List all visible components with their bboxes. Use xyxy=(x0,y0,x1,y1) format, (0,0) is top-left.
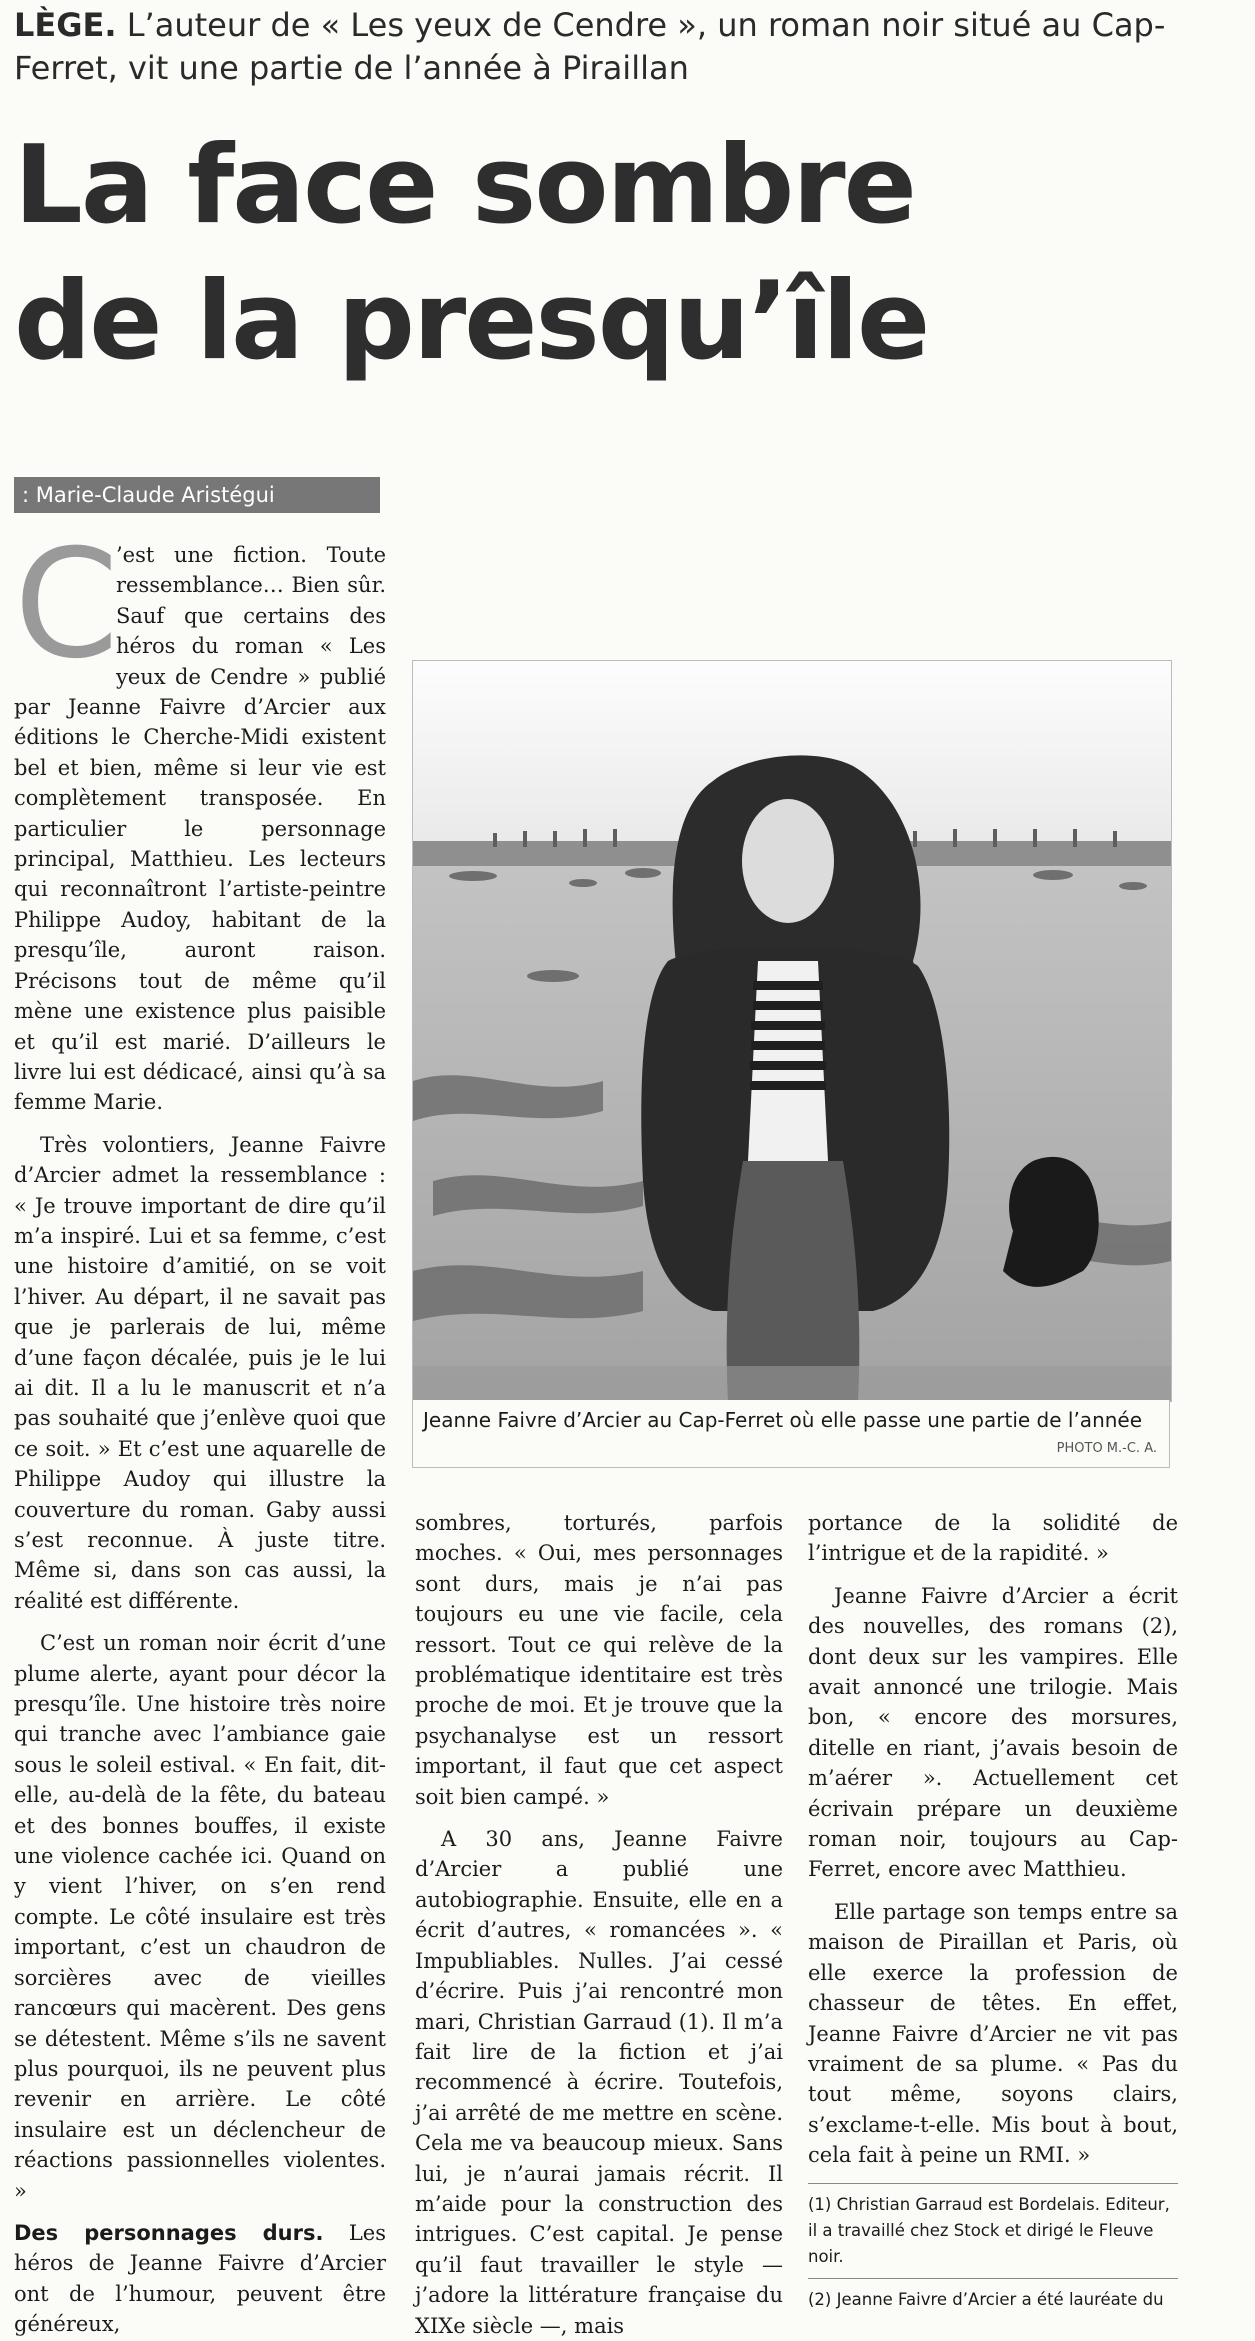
photo-credit: PHOTO M.-C. A. xyxy=(1056,1441,1157,1456)
paragraph-7: Elle partage son temps entre sa maison de Piraillan et Paris, où elle exerce la profession de chasseur de têtes. En effet, Jeanne Faivre d’Arcier ne vit pas vraiment de sa plume. « Pas du tout même, soyons clairs, s’exclame-t-elle. Mis bout à bout, cela fait à peine un RMI. » xyxy=(808,1899,1178,2168)
footnote-1: (1) Christian Garraud est Bordelais. Editeur, il a travaillé chez Stock et dirigé le Fleuve noir. xyxy=(808,2194,1170,2266)
article-column-1 xyxy=(14,518,386,2337)
photo xyxy=(412,660,1172,1402)
paragraph-3: C’est un roman noir écrit d’une plume alerte, ayant pour décor la presqu’île. Une histoire très noire qui tranche avec l’ambiance gaie sous le soleil estival. « En fait, dit-elle, au-delà de la fête, du bateau et des bonnes bouffes, il existe une violence cachée ici. Quand on y vient l’hiver, on s’en rend compte. Le côté insulaire est très important, c’est un chaudron de sorcières avec de vieilles rancœurs qui macèrent. Des gens se détestent. Même s’ils ne savent plus pourquoi, ils ne peuvent plus revenir en arrière. Le côté insulaire est un déclencheur de réactions passionnelles violentes. » xyxy=(14,1631,386,2203)
footnote-divider xyxy=(808,2183,1178,2184)
paragraph-2: Très volontiers, Jeanne Faivre d’Arcier admet la ressemblance : « Je trouve important de dire qu’il m’a inspiré. Lui et sa femme, c’est une histoire d’amitié, on se voit l’hiver. Au départ, il ne savait pas que je parlerais de lui, même d’une façon décalée, puis je le lui ai dit. Il a lu le manuscrit et n’a pas souhaité que j’enlève quoi que ce soit. » Et c’est une aquarelle de Philippe Audoy qui illustre la couverture du roman. Gaby aussi s’est reconnue. À juste titre. Même si, dans son cas aussi, la réalité est différente. xyxy=(14,1132,386,1613)
article-column-3 xyxy=(808,1508,1178,2315)
drop-cap: C xyxy=(14,518,119,692)
article-column-2 xyxy=(415,1508,783,2338)
headline-line-1: La face sombre xyxy=(14,123,915,248)
paragraph-1: C ’est une fiction. Toute ressemblance… Bien sûr. Sauf que certains des héros du roman « Les yeux de Cendre » publié par Jeanne Faivre d’Arcier aux éditions le Cherche-Midi existent bel et bien, même si leur vie est complètement transposée. En particulier le personnage principal, Matthieu. Les lecteurs qui reconnaîtront l’artiste-peintre Philippe Audoy, habitant de la presqu’île, auront raison. Précisons tout de même qu’il mène une existence plus paisible et qu’il est marié. D’ailleurs le livre lui est dédicacé, ainsi qu’à sa femme Marie. xyxy=(14,518,386,1115)
kicker-location: LÈGE. xyxy=(14,6,117,44)
kicker xyxy=(14,4,1174,90)
photo-caption: Jeanne Faivre d’Arcier au Cap-Ferret où elle passe une partie de l’année xyxy=(423,1408,1143,1432)
headline-line-2: de la presqu’île xyxy=(14,259,929,384)
paragraph-5: A 30 ans, Jeanne Faivre d’Arcier a publié une autobiographie. Ensuite, elle en a écrit d’autres, « romancées ». « Impubliables. Nulles. J’ai cessé d’écrire. Puis j’ai rencontré mon mari, Christian Garraud (1). Il m’a fait lire de la fiction et j’ai recommencé à écrire. Toutefois, j’ai arrêté de me mettre en scène. Cela me va beaucoup mieux. Sans lui, je n’aurai jamais récrit. Il m’aide pour la construction des intrigues. C’est capital. Je pense qu’il faut travailler le style — j’adore la littérature française du XIXe siècle —, mais xyxy=(415,1827,783,2338)
subheading: Des personnages durs. xyxy=(14,2220,324,2245)
paragraph-4: Des personnages durs. Les héros de Jeanne Faivre d’Arcier ont de l’humour, peuvent être généreux, xyxy=(14,2220,386,2337)
kicker-text: L’auteur de « Les yeux de Cendre », un roman noir situé au Cap-Ferret, vit une partie de l’année à Piraillan xyxy=(14,6,1166,87)
photo-caption-box xyxy=(412,1400,1170,1468)
footnote-divider-2 xyxy=(808,2278,1178,2279)
paragraph-4-cont: sombres, torturés, parfois moches. « Oui, mes personnages sont durs, mais je n’ai pas toujours eu une vie facile, cela ressort. Tout ce qui relève de la problématique identitaire est très proche de moi. Et je trouve que la psychanalyse est un ressort important, il faut que cet aspect soit bien campé. » xyxy=(415,1511,783,1809)
paragraph-6: Jeanne Faivre d’Arcier a écrit des nouvelles, des romans (2), dont deux sur les vampires. Elle avait annoncé une trilogie. Mais bon, « encore des morsures, ditelle en riant, j’avais besoin de m’aérer ». Actuellement cet écrivain prépare un deuxième roman noir, toujours au Cap-Ferret, encore avec Matthieu. xyxy=(808,1583,1178,1882)
paragraph-5-cont: portance de la solidité de l’intrigue et de la rapidité. » xyxy=(808,1511,1178,1566)
byline: : Marie-Claude Aristégui xyxy=(14,477,380,513)
footnote-2: (2) Jeanne Faivre d’Arcier a été lauréate du xyxy=(808,2289,1164,2309)
headline xyxy=(14,118,1134,390)
